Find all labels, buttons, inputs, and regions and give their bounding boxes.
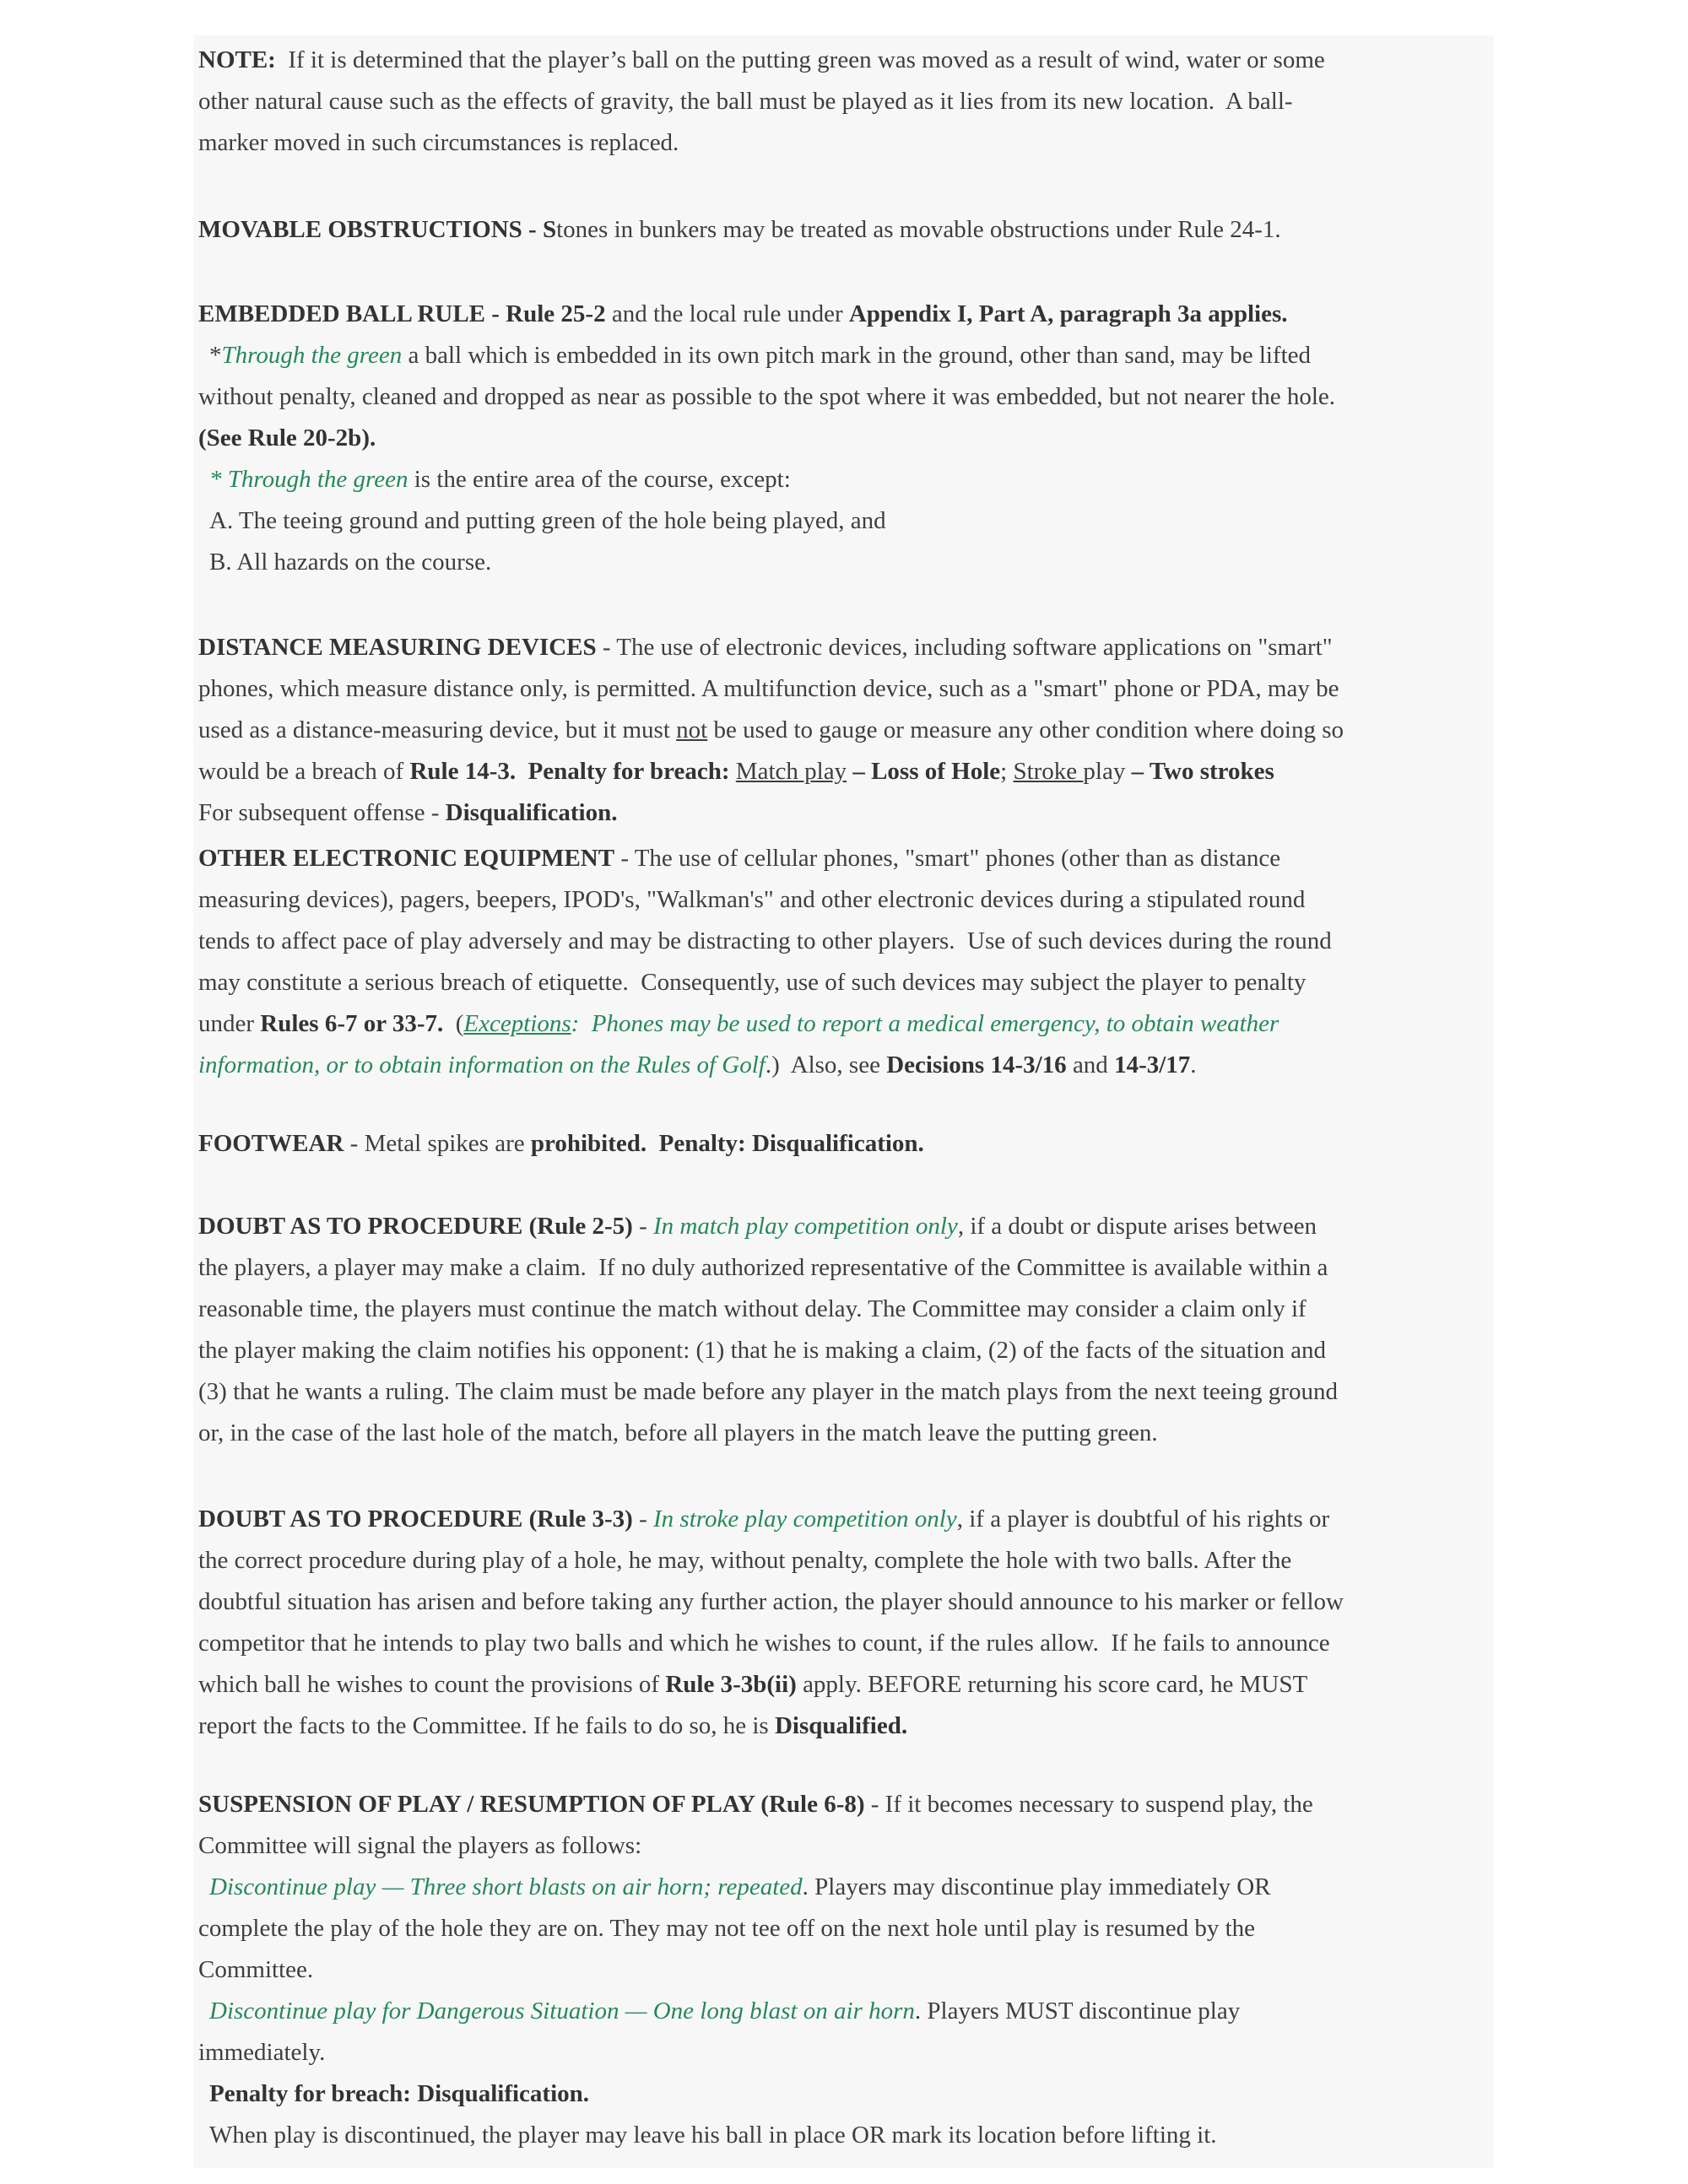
text-line: [198, 2073, 1479, 2115]
text-segment: . Players may discontinue play immediately OR: [802, 1873, 1271, 1900]
text-line: [198, 838, 1479, 879]
paragraph-suspension-of-play-rule-6-8: [198, 1784, 1479, 2156]
text-line: [198, 1289, 1479, 1330]
text-segment: a ball which is embedded in its own pitch mark in the ground, other than sand, may be lifted: [402, 342, 1312, 369]
text-segment: may constitute a serious breach of etiquette. Consequently, use of such devices may subject the player to penalty: [198, 969, 1307, 996]
text-segment: would be a breach of: [198, 758, 410, 785]
text-line: [198, 1825, 1479, 1867]
text-segment: which ball he wishes to count the provisions of: [198, 1671, 666, 1698]
text-line: [198, 1540, 1479, 1581]
text-segment: competitor that he intends to play two balls and which he wishes to count, if the rules allow. If he fails to announce: [198, 1630, 1330, 1657]
text-segment: phones, which measure distance only, is permitted. A multifunction device, such as a "smart" phone or PDA, may be: [198, 675, 1339, 702]
text-segment: Committee will signal the players as follows:: [198, 1832, 642, 1859]
text-segment: : Phones may be used to report a medical emergency, to obtain weather: [571, 1010, 1280, 1037]
paragraph-ball-moved-note: [198, 40, 1479, 164]
text-segment: not: [676, 716, 708, 743]
text-segment: SUSPENSION OF PLAY / RESUMPTION OF PLAY (Rule 6-8): [198, 1791, 865, 1818]
text-line: [198, 2032, 1479, 2073]
text-segment: , if a player is doubtful of his rights or: [956, 1506, 1330, 1533]
text-segment: Rule 3-3b(ii): [665, 1671, 797, 1698]
text-segment: . Players MUST discontinue play: [914, 1997, 1241, 2025]
text-segment: information, or to obtain information on the Rules of Golf: [198, 1051, 766, 1078]
text-segment: doubtful situation has arisen and before taking any further action, the player should announce to his marker or fellow: [198, 1588, 1344, 1615]
text-segment: Appendix I, Part A, paragraph 3a applies.: [848, 300, 1288, 327]
text-segment: Penalty for breach: Disqualification.: [209, 2080, 590, 2107]
text-segment: (See Rule 20-2b).: [198, 424, 376, 451]
text-segment: tends to affect pace of play adversely and may be distracting to other players. Use of such devices during the round: [198, 927, 1332, 954]
text-segment: Disqualified.: [774, 1712, 908, 1739]
text-segment: prohibited. Penalty: Disqualification.: [530, 1130, 924, 1157]
text-segment: - Metal spikes are: [344, 1130, 531, 1157]
text-segment: and: [1066, 1051, 1115, 1078]
text-segment: Committee.: [198, 1956, 314, 1983]
text-segment: For subsequent offense -: [198, 799, 446, 826]
text-segment: Rules 6-7 or 33-7.: [260, 1010, 444, 1037]
text-segment: FOOTWEAR: [198, 1130, 344, 1157]
text-segment: A. The teeing ground and putting green of the hole being played, and: [209, 507, 886, 534]
text-line: [198, 921, 1479, 962]
text-segment: Rule 14-3. Penalty for breach:: [409, 758, 736, 785]
text-segment: DOUBT AS TO PROCEDURE (Rule 3-3): [198, 1506, 633, 1533]
text-segment: ;: [1000, 758, 1014, 785]
text-line: [198, 209, 1479, 251]
text-segment: (3) that he wants a ruling. The claim must be made before any player in the match plays from the next teeing ground: [198, 1378, 1338, 1405]
text-segment: be used to gauge or measure any other condition where doing so: [707, 716, 1344, 743]
text-line: [198, 668, 1479, 710]
text-line: [198, 1706, 1479, 1747]
paragraph-doubt-as-to-procedure-rule-3-3: [198, 1499, 1479, 1747]
text-line: [198, 1413, 1479, 1454]
text-segment: NOTE:: [198, 46, 276, 73]
text-segment: , if a doubt or dispute arises between: [957, 1213, 1317, 1240]
text-segment: When play is discontinued, the player may leave his ball in place OR mark its location before lifting it.: [209, 2122, 1217, 2149]
text-segment: the correct procedure during play of a hole, he may, without penalty, complete the hole with two balls. After the: [198, 1547, 1292, 1574]
text-segment: immediately.: [198, 2039, 326, 2066]
text-segment: tones in bunkers may be treated as movable obstructions under Rule 24-1.: [556, 216, 1281, 243]
text-segment: report the facts to the Committee. If he fails to do so, he is: [198, 1712, 775, 1739]
text-line: [198, 81, 1479, 122]
text-segment: used as a distance-measuring device, but it must: [198, 716, 677, 743]
text-segment: - The use of cellular phones, "smart" phones (other than as distance: [614, 845, 1281, 872]
text-line: [198, 627, 1479, 668]
text-line: [198, 1247, 1479, 1289]
text-segment: Discontinue play — Three short blasts on air horn; repeated: [209, 1873, 803, 1900]
text-segment: the players, a player may make a claim. If no duly authorized representative of the Committee is available within a: [198, 1254, 1328, 1281]
paragraph-embedded-ball-rule: [198, 294, 1479, 583]
text-line: [198, 1949, 1479, 1991]
text-segment: under: [198, 1010, 261, 1037]
text-line: [198, 1045, 1479, 1086]
text-line: [198, 1581, 1479, 1623]
text-segment: complete the play of the hole they are on. They may not tee off on the next hole until play is resumed by the: [198, 1915, 1256, 1942]
text-line: [198, 1371, 1479, 1413]
text-segment: play: [1083, 758, 1132, 785]
text-line: [198, 2115, 1479, 2156]
text-segment: Stroke: [1013, 758, 1084, 785]
text-line: [198, 1784, 1479, 1825]
text-line: [198, 1991, 1479, 2032]
text-line: [198, 751, 1479, 792]
text-segment: is the entire area of the course, except:: [408, 466, 791, 493]
text-line: [198, 1664, 1479, 1706]
document-panel: [193, 35, 1494, 2168]
text-segment: If it is determined that the player’s ball on the putting green was moved as a result of wind, water or some: [275, 46, 1325, 73]
text-line: [198, 122, 1479, 164]
text-segment: .) Also, see: [765, 1051, 887, 1078]
text-line: [198, 40, 1479, 81]
text-line: [198, 1867, 1479, 1908]
text-segment: In stroke play competition only: [653, 1506, 957, 1533]
paragraph-other-electronic-equipment: [198, 838, 1479, 1086]
text-line: [198, 1123, 1479, 1165]
paragraph-distance-measuring-devices: [198, 627, 1479, 834]
text-segment: - The use of electronic devices, including software applications on "smart": [596, 634, 1333, 661]
text-segment: (: [443, 1010, 464, 1037]
text-segment: – Two strokes: [1131, 758, 1274, 785]
paragraph-doubt-as-to-procedure-rule-2-5: [198, 1206, 1479, 1454]
text-line: [198, 1908, 1479, 1949]
text-line: [198, 879, 1479, 921]
text-segment: other natural cause such as the effects of gravity, the ball must be played as it lies from its new location. A ball-: [198, 88, 1293, 115]
text-segment: DOUBT AS TO PROCEDURE (Rule 2-5): [198, 1213, 633, 1240]
text-line: [198, 335, 1479, 376]
text-segment: EMBEDDED BALL RULE - Rule 25-2: [198, 300, 606, 327]
text-segment: OTHER ELECTRONIC EQUIPMENT: [198, 845, 615, 872]
text-segment: Match play: [735, 758, 847, 785]
text-line: [198, 376, 1479, 418]
text-segment: measuring devices), pagers, beepers, IPOD's, "Walkman's" and other electronic devices during a stipulated round: [198, 886, 1306, 913]
text-line: [198, 459, 1479, 500]
text-segment: reasonable time, the players must continue the match without delay. The Committee may consider a claim only if: [198, 1295, 1307, 1322]
text-segment: MOVABLE OBSTRUCTIONS - S: [198, 216, 557, 243]
text-line: [198, 294, 1479, 335]
text-segment: Through the green: [221, 342, 403, 369]
text-segment: Discontinue play for Dangerous Situation — One long blast on air horn: [209, 1997, 915, 2025]
text-segment: apply. BEFORE returning his score card, he MUST: [796, 1671, 1308, 1698]
text-segment: * Through the green: [209, 466, 408, 493]
text-segment: *: [209, 342, 222, 369]
text-segment: or, in the case of the last hole of the match, before all players in the match leave the putting green.: [198, 1419, 1158, 1446]
text-segment: 14-3/17: [1114, 1051, 1191, 1078]
text-segment: -: [632, 1506, 653, 1533]
text-segment: In match play competition only: [653, 1213, 958, 1240]
text-segment: Disqualification.: [445, 799, 618, 826]
text-line: [198, 792, 1479, 834]
paragraph-movable-obstructions: [198, 209, 1479, 251]
text-line: [198, 542, 1479, 583]
text-segment: B. All hazards on the course.: [209, 549, 492, 576]
text-line: [198, 962, 1479, 1003]
paragraph-footwear: [198, 1123, 1479, 1165]
text-segment: DISTANCE MEASURING DEVICES: [198, 634, 597, 661]
text-line: [198, 1623, 1479, 1664]
text-segment: .: [1190, 1051, 1197, 1078]
text-line: [198, 418, 1479, 459]
text-segment: Exceptions: [463, 1010, 571, 1037]
text-line: [198, 1499, 1479, 1540]
text-segment: – Loss of Hole: [852, 758, 1001, 785]
text-segment: and the local rule under: [605, 300, 849, 327]
text-line: [198, 1330, 1479, 1371]
text-line: [198, 500, 1479, 542]
text-line: [198, 710, 1479, 751]
text-segment: marker moved in such circumstances is replaced.: [198, 129, 679, 156]
text-segment: Decisions 14-3/16: [886, 1051, 1067, 1078]
text-segment: - If it becomes necessary to suspend play, the: [864, 1791, 1313, 1818]
text-segment: without penalty, cleaned and dropped as near as possible to the spot where it was embedded, but not nearer the hole.: [198, 383, 1336, 410]
text-line: [198, 1206, 1479, 1247]
text-segment: -: [632, 1213, 653, 1240]
text-line: [198, 1003, 1479, 1045]
text-segment: the player making the claim notifies his opponent: (1) that he is making a claim, (2) of the facts of the situation and: [198, 1337, 1327, 1364]
